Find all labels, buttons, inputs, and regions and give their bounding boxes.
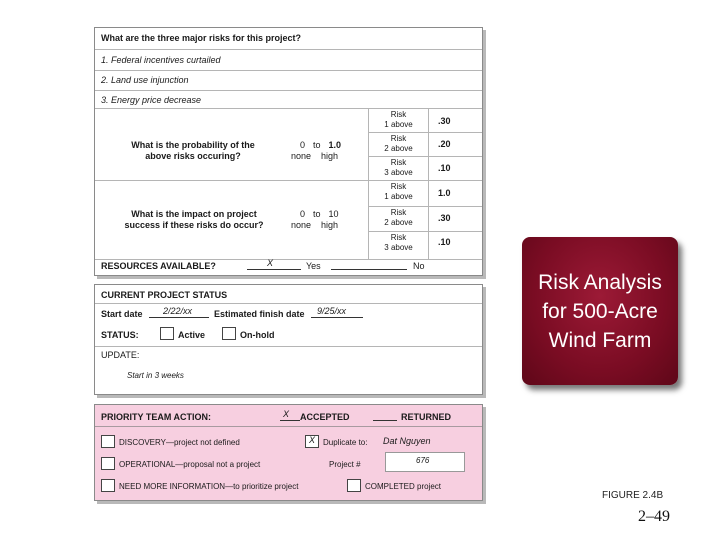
impact-scale: 0 to 10 none high bbox=[291, 209, 339, 230]
project-number-value: 676 bbox=[416, 456, 430, 465]
status-panel bbox=[94, 284, 483, 395]
needinfo-label: NEED MORE INFORMATION—to prioritize project bbox=[119, 482, 299, 491]
prob-row-3-value: .10 bbox=[438, 163, 451, 173]
priority-header: PRIORITY TEAM ACTION: bbox=[101, 412, 211, 422]
operational-checkbox[interactable] bbox=[101, 457, 115, 470]
start-date-field[interactable] bbox=[149, 306, 209, 318]
resources-yes-label: Yes bbox=[306, 261, 321, 271]
impact-row-3-value: .10 bbox=[438, 237, 451, 247]
start-date-label: Start date bbox=[101, 309, 143, 319]
prob-row-1-label: Risk 1 above bbox=[384, 110, 413, 129]
resources-yes-field[interactable] bbox=[247, 258, 301, 270]
risk-item-2: 2. Land use injunction bbox=[101, 75, 189, 85]
project-number-input[interactable] bbox=[385, 452, 465, 472]
prob-row-1-value: .30 bbox=[438, 116, 451, 126]
active-label: Active bbox=[178, 330, 206, 340]
impact-row-1-label: Risk 1 above bbox=[384, 182, 413, 201]
slide-title: Risk Analysis for 500-Acre Wind Farm bbox=[522, 237, 678, 385]
prob-row-2-value: .20 bbox=[438, 139, 451, 149]
active-checkbox[interactable] bbox=[160, 327, 174, 340]
update-value: Start in 3 weeks bbox=[127, 371, 184, 380]
resources-yes-mark: X bbox=[267, 258, 274, 268]
status-header: CURRENT PROJECT STATUS bbox=[101, 290, 228, 300]
accepted-field[interactable] bbox=[280, 409, 300, 421]
impact-row-2-value: .30 bbox=[438, 213, 451, 223]
discovery-label: DISCOVERY—project not defined bbox=[119, 438, 240, 447]
returned-label: RETURNED bbox=[401, 412, 452, 422]
resources-label: RESOURCES AVAILABLE? bbox=[101, 261, 216, 271]
finish-date-label: Estimated finish date bbox=[214, 309, 305, 319]
prob-row-2-label: Risk 2 above bbox=[384, 134, 413, 153]
prob-row-3-label: Risk 3 above bbox=[384, 158, 413, 177]
duplicate-checkbox[interactable] bbox=[305, 435, 319, 448]
completed-label: COMPLETED project bbox=[365, 482, 442, 491]
project-number-label: Project # bbox=[329, 460, 361, 469]
accepted-mark: X bbox=[283, 409, 290, 419]
needinfo-checkbox[interactable] bbox=[101, 479, 115, 492]
figure-label: FIGURE 2.4B bbox=[602, 490, 664, 501]
duplicate-label: Duplicate to: bbox=[323, 438, 368, 447]
impact-row-2-label: Risk 2 above bbox=[384, 208, 413, 227]
priority-panel bbox=[94, 404, 483, 501]
probability-question: What is the probability of the above risks occuring? bbox=[131, 140, 255, 161]
update-label: UPDATE: bbox=[101, 350, 140, 360]
impact-question: What is the impact on project success if these risks do occur? bbox=[124, 209, 264, 230]
start-date-value: 2/22/xx bbox=[163, 306, 193, 316]
impact-row-3-label: Risk 3 above bbox=[384, 233, 413, 252]
finish-date-field[interactable] bbox=[311, 306, 363, 318]
duplicate-mark: X bbox=[309, 435, 316, 445]
onhold-checkbox[interactable] bbox=[222, 327, 236, 340]
returned-field[interactable] bbox=[373, 409, 397, 421]
risk-item-3: 3. Energy price decrease bbox=[101, 95, 202, 105]
risk-header: What are the three major risks for this project? bbox=[101, 33, 302, 43]
discovery-checkbox[interactable] bbox=[101, 435, 115, 448]
risk-item-1: 1. Federal incentives curtailed bbox=[101, 55, 221, 65]
finish-date-value: 9/25/xx bbox=[317, 306, 347, 316]
resources-no-field[interactable] bbox=[331, 258, 407, 270]
completed-checkbox[interactable] bbox=[347, 479, 361, 492]
resources-no-label: No bbox=[413, 261, 425, 271]
impact-row-1-value: 1.0 bbox=[438, 188, 451, 198]
accepted-label: ACCEPTED bbox=[300, 412, 350, 422]
operational-label: OPERATIONAL—proposal not a project bbox=[119, 460, 261, 469]
risk-panel bbox=[94, 27, 483, 276]
probability-scale: 0 to 1.0 none high bbox=[291, 140, 342, 161]
status-label: STATUS: bbox=[101, 330, 139, 340]
onhold-label: On-hold bbox=[240, 330, 275, 340]
duplicate-value: Dat Nguyen bbox=[383, 436, 431, 446]
page-number: 2–49 bbox=[638, 508, 670, 525]
